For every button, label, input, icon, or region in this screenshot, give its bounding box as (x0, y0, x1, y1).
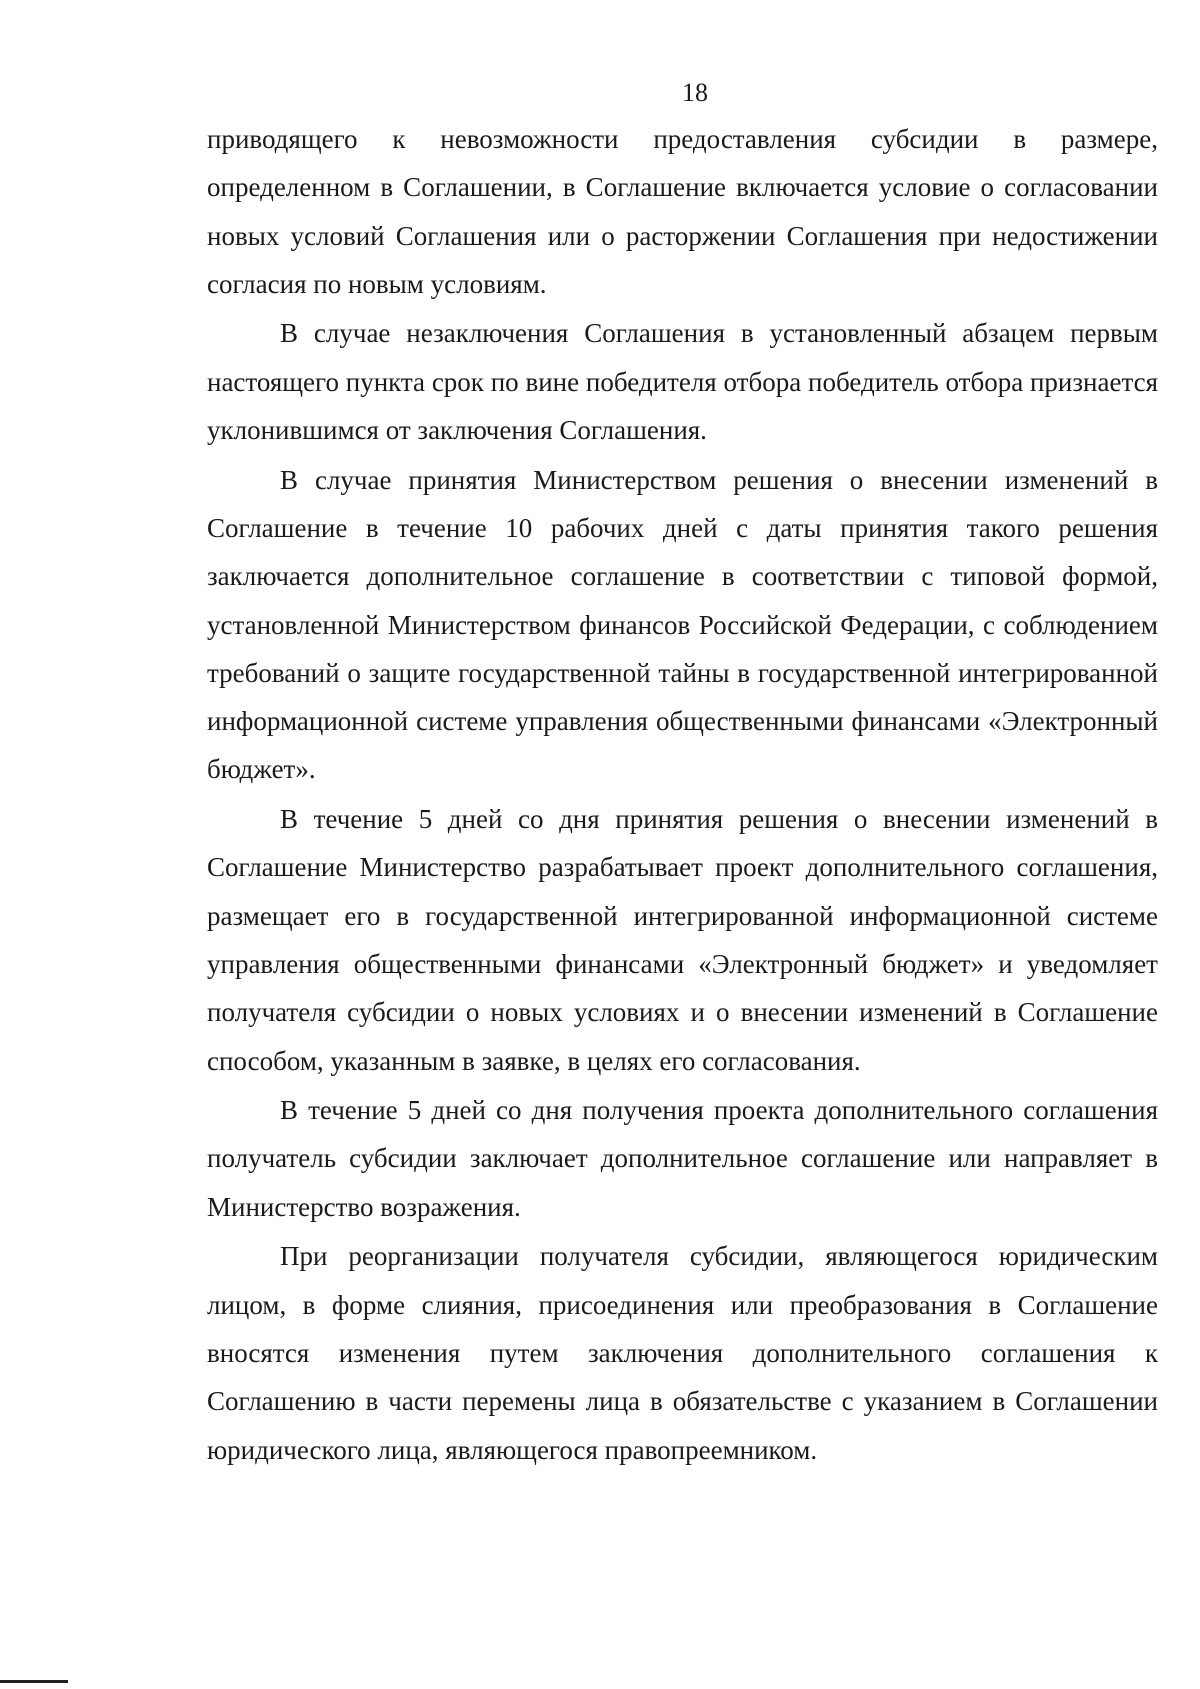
paragraph-reorganization: При реорганизации получателя субсидии, являющегося юридическим лицом, в форме слияния, присоединения или преобразования в Соглашение вносятся изменения путем заключения дополнительного соглашения к Соглашению в части перемены лица в обязательстве с указанием в Соглашении юридического лица, являющегося правопреемником. (207, 1241, 1158, 1465)
page-edge-mark (0, 1680, 68, 1683)
paragraph-continuation: приводящего к невозможности предоставления субсидии в размере, определенном в Соглашении, в Соглашение включается условие о согласовании новых условий Соглашения или о расторжении Соглашения при недостижении согласия по новым условиям. (207, 124, 1158, 299)
document-body (207, 115, 1158, 1475)
paragraph-draft-preparation: В течение 5 дней со дня принятия решения о внесении изменений в Соглашение Министерство разрабатывает проект дополнительного соглашения, размещает его в государственной интегрированной информационной системе управления общественными финансами «Электронный бюджет» и уведомляет получателя субсидии о новых условиях и о внесении изменений в Соглашение способом, указанным в заявке, в целях его согласования. (207, 804, 1158, 1076)
paragraph-recipient-response: В течение 5 дней со дня получения проекта дополнительного соглашения получатель субсидии заключает дополнительное соглашение или направляет в Министерство возражения. (207, 1095, 1158, 1222)
paragraph-amendment-decision: В случае принятия Министерством решения о внесении изменений в Соглашение в течение 10 рабочих дней с даты принятия такого решения заключается дополнительное соглашение в соответствии с типовой формой, установленной Министерством финансов Российской Федерации, с соблюдением требований о защите государственной тайны в государственной интегрированной информационной системе управления общественными финансами «Электронный бюджет». (207, 464, 1158, 785)
paragraph-non-conclusion: В случае незаключения Соглашения в установленный абзацем первым настоящего пункта срок по вине победителя отбора победитель отбора признается уклонившимся от заключения Соглашения. (207, 318, 1158, 446)
page-number: 18 (682, 78, 708, 107)
